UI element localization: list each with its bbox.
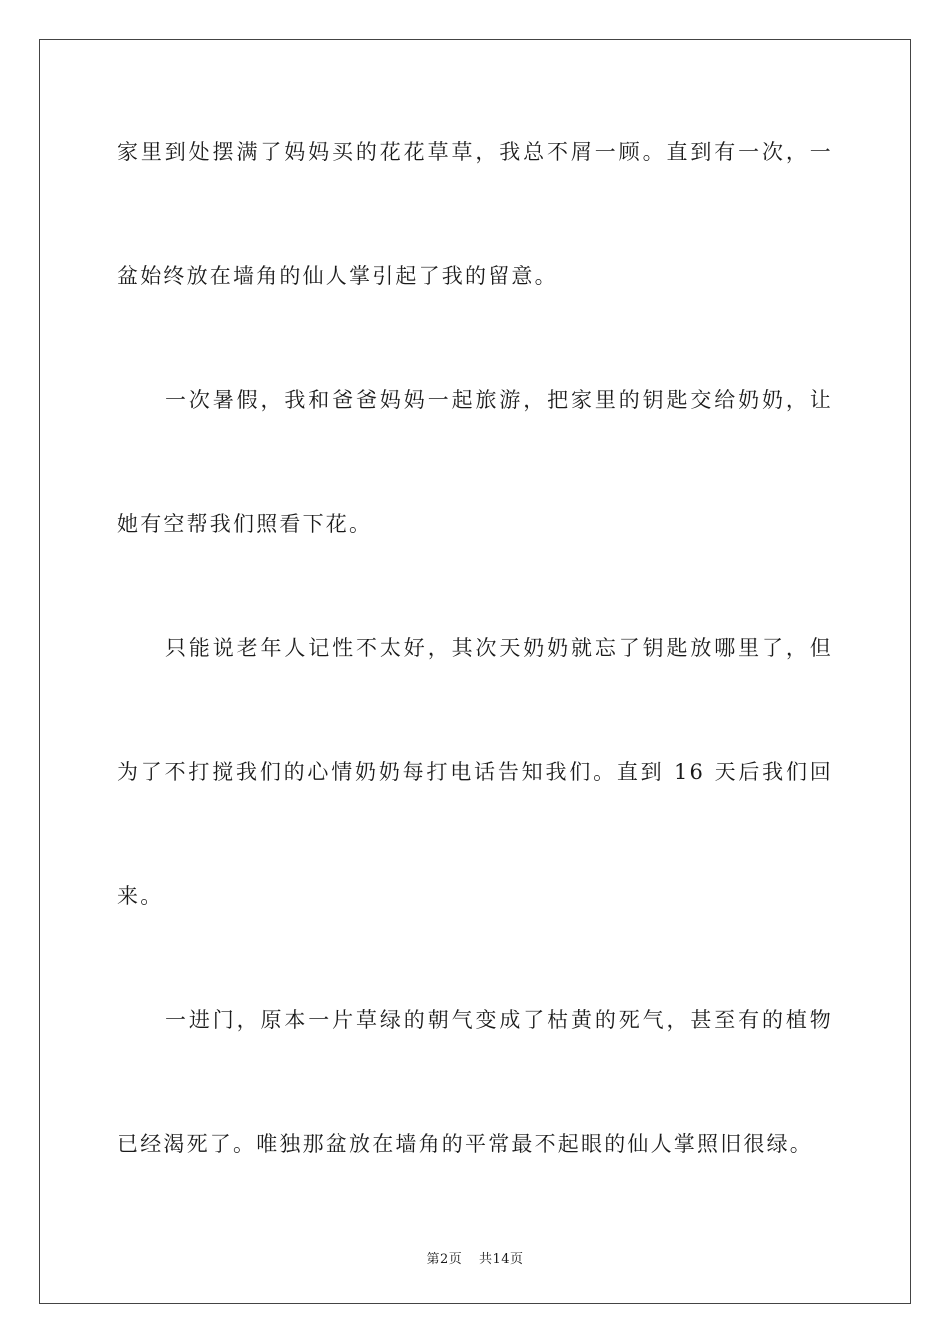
paragraph-line: 来。 bbox=[117, 884, 164, 908]
paragraph-line: 她有空帮我们照看下花。 bbox=[117, 512, 373, 536]
paragraph-line: 盆始终放在墙角的仙人掌引起了我的留意。 bbox=[117, 264, 558, 288]
paragraph-line: 家里到处摆满了妈妈买的花花草草，我总不屑一顾。直到有一次，一 bbox=[117, 140, 833, 164]
paragraph-line: 已经渴死了。唯独那盆放在墙角的平常最不起眼的仙人掌照旧很绿。 bbox=[117, 1132, 813, 1156]
page-frame bbox=[39, 39, 911, 1304]
paragraph-line: 只能说老年人记性不太好，其次天奶奶就忘了钥匙放哪里了，但 bbox=[165, 636, 833, 660]
page-number: 第2页 bbox=[426, 1252, 463, 1267]
paragraph-line: 一进门，原本一片草绿的朝气变成了枯黄的死气，甚至有的植物 bbox=[165, 1008, 833, 1032]
paragraph-line: 为了不打搅我们的心情奶奶每打电话告知我们。直到 16 天后我们回 bbox=[117, 760, 833, 784]
page-footer bbox=[0, 1248, 950, 1267]
page-total: 共14页 bbox=[478, 1252, 524, 1267]
paragraph-line: 一次暑假，我和爸爸妈妈一起旅游，把家里的钥匙交给奶奶，让 bbox=[165, 388, 833, 412]
